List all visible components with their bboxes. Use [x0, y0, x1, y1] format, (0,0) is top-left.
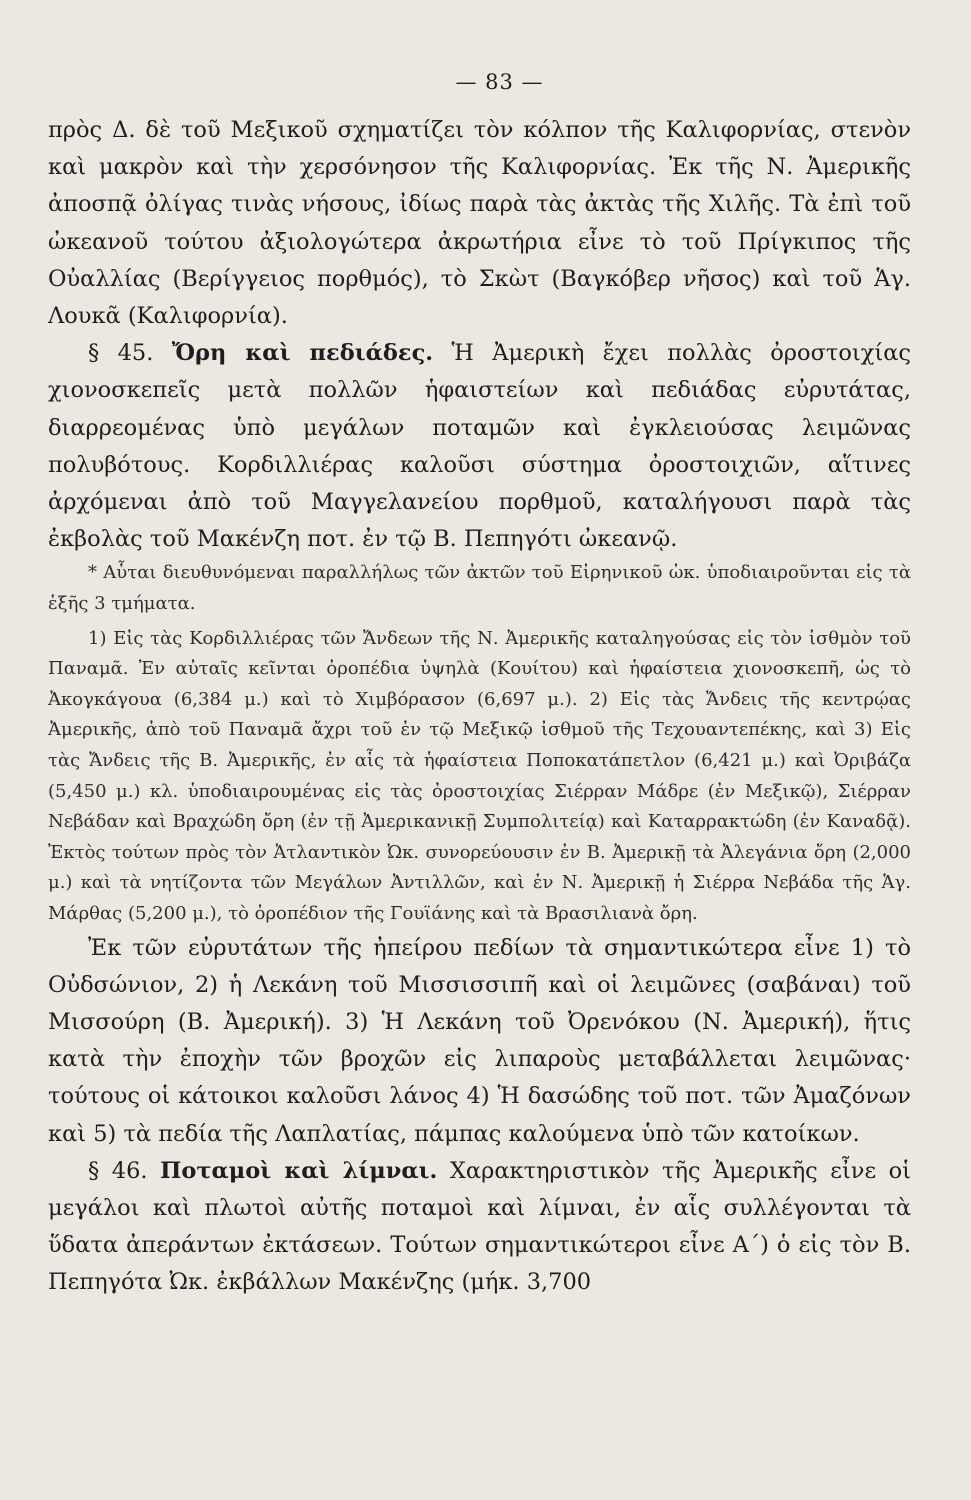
footnote-items: 1) Εἰς τὰς Κορδιλλιέρας τῶν Ἄνδεων τῆς Ν. Ἀμερικῆς καταληγούσας εἰς τὸν ἰσθμὸν τοῦ Παναμᾶ. Ἐν αὐταῖς κεῖνται ὀροπέδια ὑψηλὰ (Κουίτου) καὶ ἡφαίστεια χιονοσκεπῆ, ὡς τὸ Ἀκογκάγουα (6,384 μ.) καὶ τὸ Χιμβόρασον (6,697 μ.). 2) Εἰς τὰς Ἄνδεις τῆς κεντρῴας Ἀμερικῆς, ἀπὸ τοῦ Παναμᾶ ἄχρι τοῦ ἐν τῷ Μεξικῷ ἰσθμοῦ τῆς Τεχουαντεπέκης, καὶ 3) Εἰς τὰς Ἄνδεις τῆς Β. Ἀμερικῆς, ἐν αἷς τὰ ἡφαίστεια Ποποκατάπετλον (6,421 μ.) καὶ Ὀριβάζα (5,450 μ.) κλ. ὑποδιαιρουμένας εἰς τὰς ὀροστοιχίας Σιέρραν Μάδρε (ἐν Μεξικῷ), Σιέρραν Νεβάδαν καὶ Βραχώδη ὄρη (ἐν τῇ Ἀμερικανικῇ Συμπολιτείᾳ) καὶ Καταρρακτώδη (ἐν Καναδᾷ). Ἐκτὸς τούτων πρὸς τὸν Ἀτλαντικὸν Ὠκ. συνορεύουσιν ἐν Β. Ἀμερικῇ τὰ Ἀλεγάνια ὄρη (2,000 μ.) καὶ τὰ νητίζοντα τῶν Μεγάλων Ἀντιλλῶν, καὶ ἐν Ν. Ἀμερικῇ ἡ Σιέρρα Νεβάδα τῆς Ἁγ. Μάρθας (5,200 μ.), τὸ ὀροπέδιον τῆς Γουϊάνης καὶ τὰ Βρασιλιανὰ ὄρη. [48, 627, 911, 924]
page-number: — 83 — [455, 70, 544, 94]
section-45-text: Ἡ Ἀμερικὴ ἔχει πολλὰς ὀροστοιχίας χιονοσκεπεῖς μετὰ πολλῶν ἡφαιστείων καὶ πεδιάδας εὐρυτάτας, διαρρεομένας ὑπὸ μεγάλων ποταμῶν καὶ ἐγκλειούσας λειμῶνας πολυβότους. Κορδιλλιέρας καλοῦσι σύστημα ὀροστοιχιῶν, αἵτινες ἀρχόμεναι ἀπὸ τοῦ Μαγγελανείου πορθμοῦ, καταλήγουσι παρὰ τὰς ἐκβολὰς τοῦ Μακένζη ποτ. ἐν τῷ Β. Πεπηγότι ὠκεανῷ. [48, 340, 911, 553]
footnote-intro: * Αὗται διευθυνόμεναι παραλλήλως τῶν ἀκτῶν τοῦ Εἰρηνικοῦ ὠκ. ὑποδιαιροῦνται εἰς τὰ ἑξῆς 3 τμήματα. [48, 562, 911, 615]
paragraph-plains: Ἐκ τῶν εὐρυτάτων τῆς ἠπείρου πεδίων τὰ σημαντικώτερα εἶνε 1) τὸ Οὐδσώνιον, 2) ἡ Λεκάνη τοῦ Μισσισσιπῆ καὶ οἱ λειμῶνες (σαβάναι) τοῦ Μισσούρη (Β. Ἀμερική). 3) Ἡ Λεκάνη τοῦ Ὀρενόκου (Ν. Ἀμερική), ἥτις κατὰ τὴν ἐποχὴν τῶν βροχῶν εἰς λιπαροὺς μεταβάλλεται λειμῶνας· τούτους οἱ κάτοικοι καλοῦσι λάνος 4) Ἡ δασώδης τοῦ ποτ. τῶν Ἀμαζόνων καὶ 5) τὰ πεδία τῆς Λαπλατίας, πάμπας καλούμενα ὑπὸ τῶν κατοίκων. [48, 934, 911, 1147]
section-46 [48, 1153, 911, 1302]
section-45 [48, 335, 911, 558]
section-46-text: Χαρακτηριστικὸν τῆς Ἀμερικῆς εἶνε οἱ μεγάλοι καὶ πλωτοὶ αὐτῆς ποταμοὶ καὶ λίμναι, ἐν αἷς συλλέγονται τὰ ὕδατα ἀπεράντων ἐκτάσεων. Τούτων σημαντικώτεροι εἶνε Α΄) ὁ εἰς τὸν Β. Πεπηγότα Ὠκ. ἐκβάλλων Μακένζης (μήκ. 3,700 [48, 1157, 911, 1296]
section-46-title: Ποταμοὶ καὶ λίμναι. [160, 1157, 438, 1184]
section-45-title: Ὄρη καὶ πεδιάδες. [171, 340, 434, 367]
section-45-number: § 45. [88, 340, 154, 367]
paragraph-pacific-coast: πρὸς Δ. δὲ τοῦ Μεξικοῦ σχηματίζει τὸν κόλπον τῆς Καλιφορνίας, στενὸν καὶ μακρὸν καὶ τὴν χερσόνησον τῆς Καλιφορνίας. Ἐκ τῆς Ν. Ἀμερικῆς ἀποσπᾷ ὀλίγας τινὰς νήσους, ἰδίως παρὰ τὰς ἀκτὰς τῆς Χιλῆς. Τὰ ἐπὶ τοῦ ὠκεανοῦ τούτου ἀξιολογώτερα ἀκρωτήρια εἶνε τὸ τοῦ Πρίγκιπος τῆς Οὐαλλίας (Βερίγγειος πορθμός), τὸ Σκὼτ (Βαγκόβερ νῆσος) καὶ τοῦ Ἁγ. Λουκᾶ (Καλιφορνία). [48, 117, 911, 330]
section-46-number: § 46. [88, 1157, 148, 1184]
